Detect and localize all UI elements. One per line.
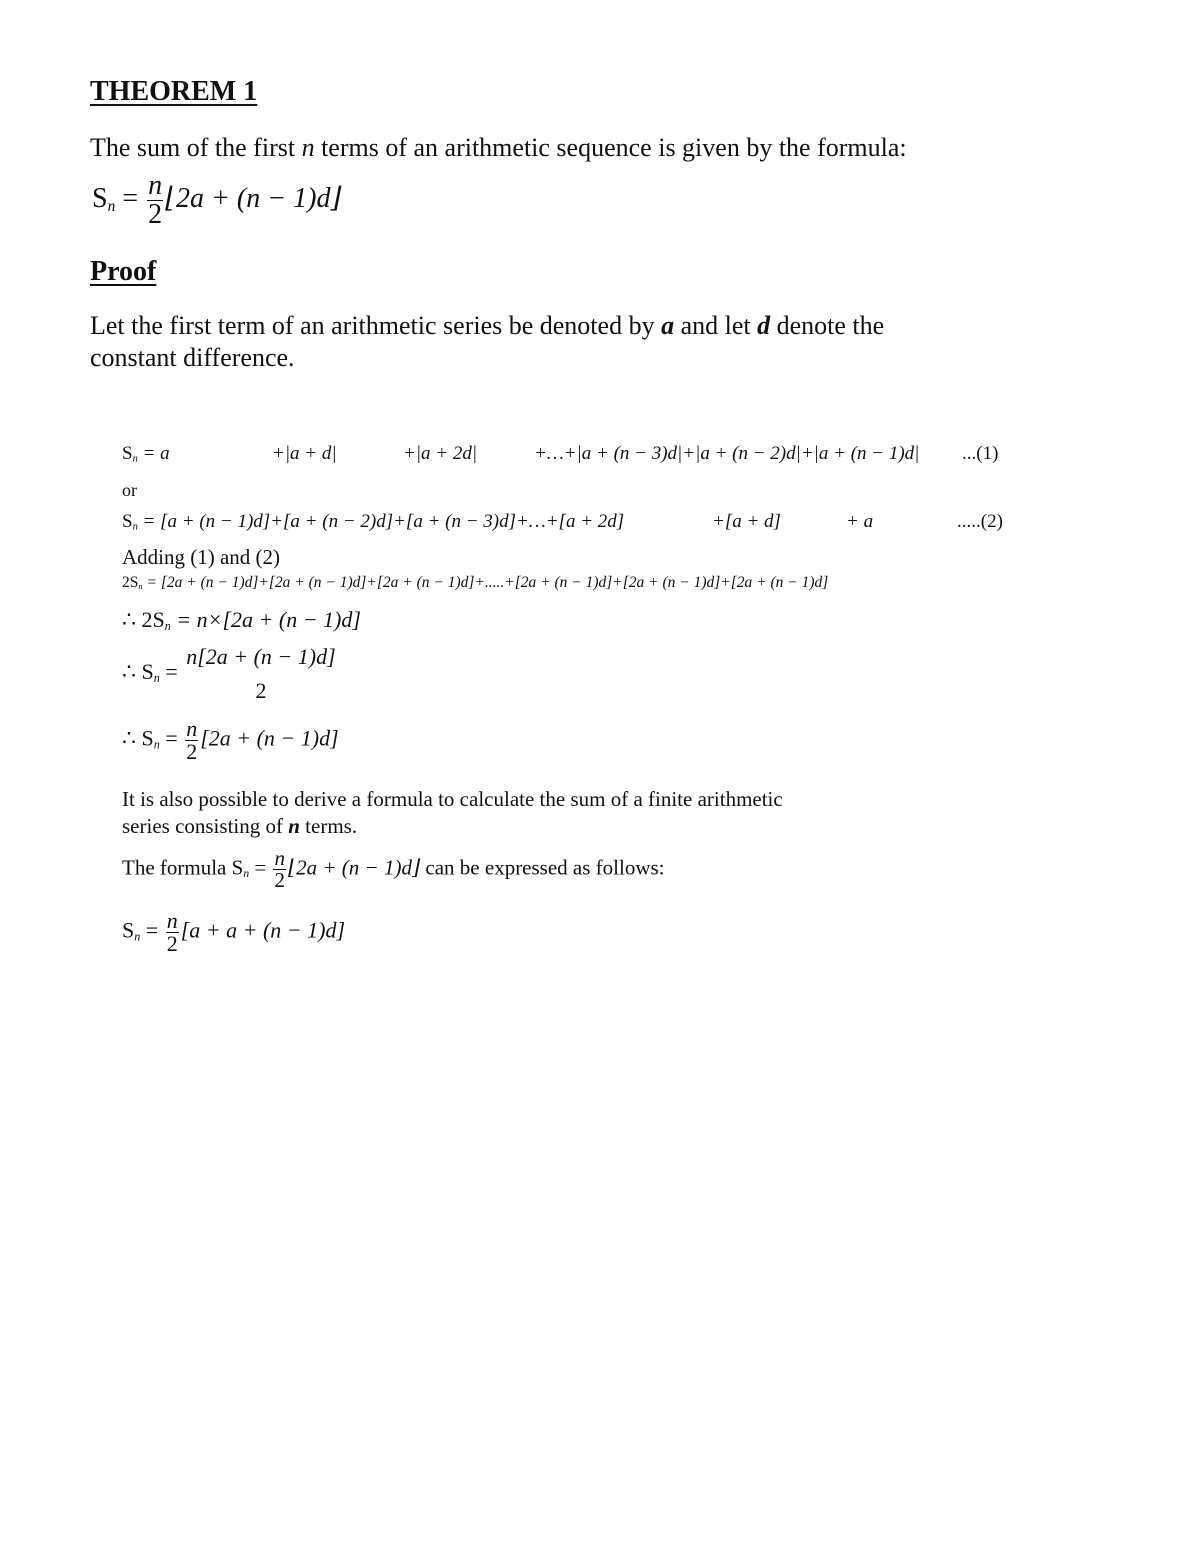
statement-text: The sum of the first [90, 133, 302, 162]
equation-2-label: .....(2) [957, 511, 1003, 532]
theorem-statement [90, 132, 990, 164]
formula-restatement: The formula $S_n$ = $\frac{n}{2}$ ⌊2a + (n − 1)d⌋ can be expressed as follows: [122, 846, 665, 892]
equation-1-term-3: +…+|a + (n − 3)d|+|a + (n − 2)d|+|a + (n − 1)d| [534, 443, 920, 464]
formula-lhs: S [92, 182, 108, 214]
or-text: or [122, 480, 137, 500]
equation-2: $S_n = [a + (n - 1)d]+[a + (n - 2)d]+[a + (n$ − 3)d]+…+[a + 2d] [122, 511, 625, 533]
formula-eq: = [115, 182, 146, 214]
equation-2-term-2: + a [846, 511, 874, 532]
equation-7: $S_n$ = $\frac{n}{2}$ [a + a + (n − 1)d] [122, 908, 346, 956]
equation-5-fraction: n[2a + (n − 1)d] 2 [186, 644, 336, 703]
statement-var: n [301, 133, 315, 162]
equation-6-fraction: $\frac{n}{2}$ [186, 716, 198, 764]
proof-intro: Let the first term of an arithmetic series be denoted by a and let d denote the constant difference. [90, 311, 885, 372]
equation-7-fraction: $\frac{n}{2}$ [166, 908, 178, 956]
adding-text: Adding (1) and (2) [122, 545, 281, 569]
equation-6: ∴ $S_n$ = $\frac{n}{2}$ [2a + (n − 1)d] [122, 716, 339, 764]
theorem-heading: THEOREM 1 [90, 76, 258, 107]
equation-5: ∴ $S_n$ = n[2a + (n − 1)d] 2 [122, 644, 336, 703]
equation-4: ∴ $2S_n = n\times[2a + (n - 1)d]$ [122, 607, 361, 634]
proof-heading: Proof [90, 256, 157, 287]
note-paragraph: It is also possible to derive a formula to calculate the sum of a finite arithmetic series consisting of n terms. [122, 787, 783, 838]
theorem-formula [92, 172, 341, 229]
formula-fraction: $\frac{n}{2}$ [148, 170, 163, 230]
formula-rhs: ⌊2a + (n − 1)d⌋ [165, 182, 342, 214]
equation-2-term-1: +[a + d] [712, 511, 781, 532]
equation-1-label: ...(1) [962, 443, 999, 464]
formula-sub: n [107, 197, 116, 215]
equation-1: $S_n = a$ [122, 443, 170, 465]
statement-text-end: terms of an arithmetic sequence is given by the formula: [314, 133, 907, 162]
equation-3: $2S_n = [2a + (n - 1)d]+[2a + (n - 1)d]+[2a + (n - 1)d]+.....+[2a + (n - 1)d]+[2a + (n - 1)d]+[2a + (n - 1)d]$ [122, 574, 829, 592]
equation-1-term-1: +|a + d| [272, 443, 337, 464]
formula-restatement-fraction: $\frac{n}{2}$ [274, 846, 285, 892]
equation-1-term-2: +|a + 2d| [403, 443, 478, 464]
